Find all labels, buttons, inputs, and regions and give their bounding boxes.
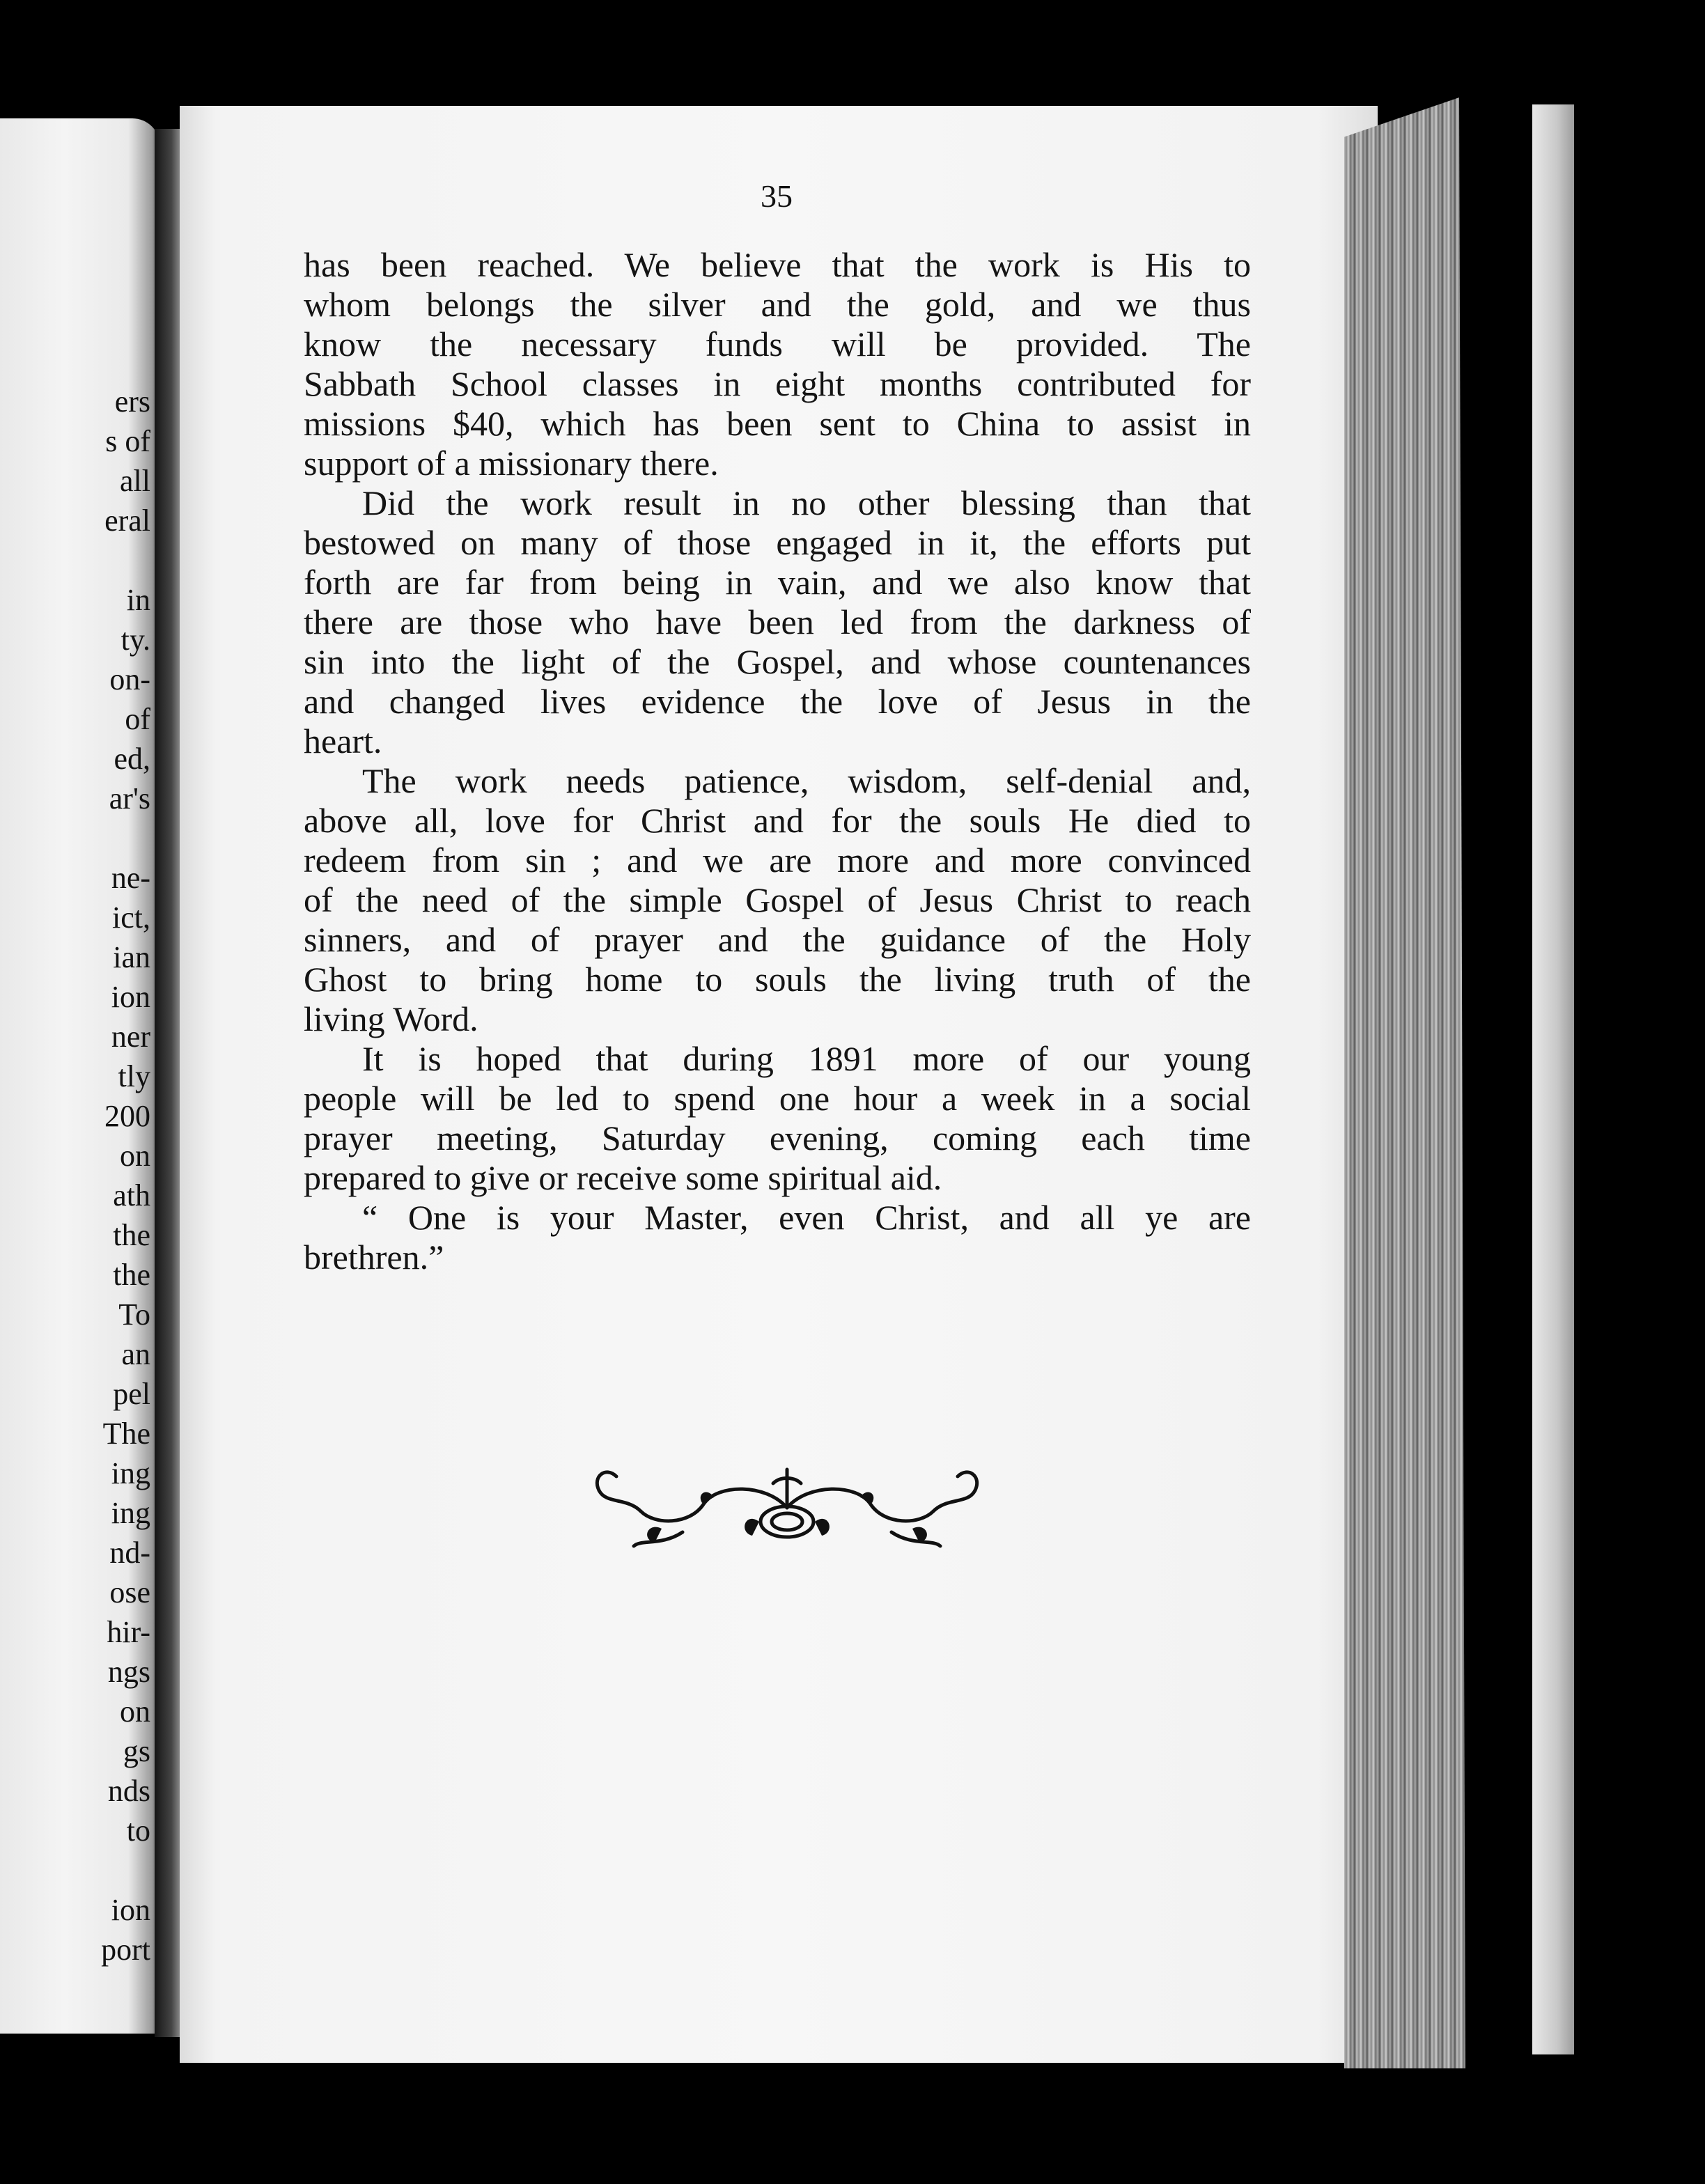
left-page-fragment: an — [121, 1337, 150, 1371]
text-line: forth are far from being in vain, and we also know that — [304, 563, 1251, 602]
text-line: Ghost to bring home to souls the living truth of the — [304, 960, 1251, 999]
left-page-fragment: on — [120, 1694, 150, 1729]
left-page-fragment: on — [120, 1139, 150, 1173]
left-page-fragment: ion — [111, 1893, 150, 1927]
left-page-fragment: pel — [113, 1377, 150, 1411]
left-page-fragment: ner — [111, 1020, 150, 1054]
left-page-fragment: the — [113, 1218, 150, 1252]
text-line: whom belongs the silver and the gold, and we thus — [304, 285, 1251, 324]
text-line: sin into the light of the Gospel, and whose countenances — [304, 642, 1251, 681]
left-page-fragment — [101, 1850, 150, 1890]
text-line: has been reached. We believe that the work is His to — [304, 245, 1251, 284]
left-page-fragment: ing — [111, 1496, 150, 1530]
text-line: It is hoped that during 1891 more of our young — [362, 1039, 1251, 1078]
left-page-fragment: The — [102, 1417, 150, 1451]
text-line: support of a missionary there. — [304, 444, 719, 483]
text-line: redeem from sin ; and we are more and more convinced — [304, 841, 1251, 880]
text-line: “ One is your Master, even Christ, and all ye are — [362, 1198, 1251, 1237]
left-page-fragment: ian — [113, 940, 150, 974]
page-block-edges — [1344, 98, 1553, 2068]
left-page-fragment: 200 — [104, 1099, 150, 1133]
left-page-fragment: ar's — [109, 781, 150, 816]
left-page-fragment: ngs — [107, 1655, 150, 1689]
text-line: Sabbath School classes in eight months contributed for — [304, 364, 1251, 403]
text-line: and changed lives evidence the love of Jesus in the — [304, 682, 1251, 721]
text-line: know the necessary funds will be provided. The — [304, 325, 1251, 364]
left-page-fragment: all — [120, 464, 150, 498]
left-page-fragment: ion — [111, 980, 150, 1014]
text-line: prayer meeting, Saturday evening, coming each time — [304, 1118, 1251, 1157]
left-page-fragment: to — [126, 1814, 150, 1848]
left-page-fragment: To — [118, 1297, 150, 1332]
left-page-fragment: eral — [104, 504, 150, 538]
text-line: brethren.” — [304, 1238, 444, 1277]
left-page-fragment: nd- — [109, 1536, 150, 1570]
left-page-fragment: s of — [105, 424, 150, 458]
text-line: The work needs patience, wisdom, self-denial and, — [362, 761, 1251, 800]
text-line: above all, love for Christ and for the souls He died to — [304, 801, 1251, 840]
left-page-fragment: nds — [107, 1774, 150, 1808]
left-page-fragment: ing — [111, 1456, 150, 1490]
left-page-fragment: ne- — [111, 861, 150, 895]
left-page-fragment — [101, 540, 150, 580]
left-page-fragment: in — [126, 583, 150, 617]
text-line: people will be led to spend one hour a week in a social — [304, 1079, 1251, 1118]
book-cover-edge — [1532, 104, 1574, 2054]
left-page-fragment: ers — [114, 384, 150, 419]
left-page-fragment: hir- — [107, 1615, 150, 1649]
left-page-fragment: ath — [113, 1178, 150, 1212]
decorative-ornament — [578, 1456, 996, 1560]
body-text — [304, 245, 1251, 1277]
book-gutter — [155, 129, 182, 2037]
left-page-fragment: tly — [118, 1059, 150, 1093]
text-line: heart. — [304, 722, 382, 760]
text-line: prepared to give or receive some spiritual aid. — [304, 1158, 942, 1197]
page-number: 35 — [761, 178, 793, 214]
left-page-fragment — [101, 818, 150, 858]
left-page-fragment: ose — [109, 1575, 150, 1609]
left-page-fragment: on- — [109, 662, 150, 696]
text-line: missions $40, which has been sent to China to assist in — [304, 404, 1251, 443]
left-page-fragment: of — [125, 702, 150, 736]
text-line: of the need of the simple Gospel of Jesus Christ to reach — [304, 880, 1251, 919]
left-page-fragment: ed, — [114, 742, 150, 776]
left-page-text-fragments — [101, 382, 150, 1970]
text-line: Did the work result in no other blessing than that — [362, 483, 1251, 522]
text-line: bestowed on many of those engaged in it, the efforts put — [304, 523, 1251, 562]
text-line: sinners, and of prayer and the guidance of the Holy — [304, 920, 1251, 959]
left-page — [0, 118, 160, 2034]
left-page-fragment: gs — [123, 1734, 150, 1768]
left-page-fragment: ty. — [120, 623, 150, 657]
left-page-fragment: ict, — [112, 900, 150, 935]
text-line: living Word. — [304, 999, 478, 1038]
left-page-fragment: port — [101, 1933, 150, 1967]
text-line: there are those who have been led from the darkness of — [304, 602, 1251, 641]
left-page-fragment: the — [113, 1258, 150, 1292]
